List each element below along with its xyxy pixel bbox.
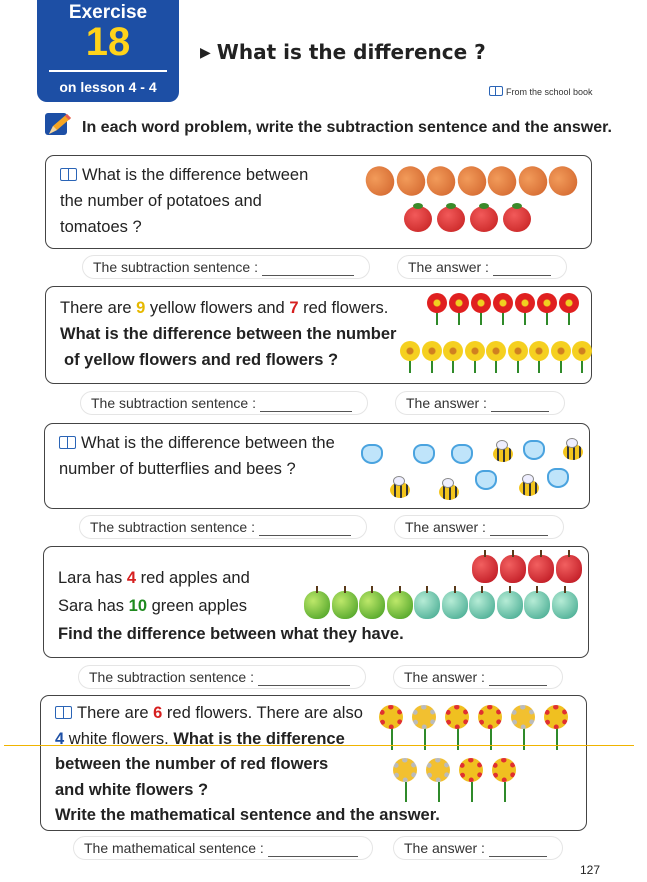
subtraction-sentence-2[interactable] bbox=[80, 391, 368, 415]
problem-4-panel bbox=[43, 546, 589, 658]
answer-label: The answer : bbox=[408, 259, 489, 275]
subtraction-sentence-4[interactable] bbox=[78, 665, 366, 689]
butterfly bbox=[547, 468, 569, 488]
math-label: The mathematical sentence : bbox=[84, 840, 264, 856]
answer-4[interactable] bbox=[393, 665, 563, 689]
green-apple bbox=[304, 591, 330, 619]
book-icon bbox=[59, 436, 76, 449]
yellow-flower bbox=[551, 341, 571, 361]
orange-guide-line bbox=[4, 745, 634, 746]
red-flower bbox=[449, 293, 469, 313]
subtraction-label: The subtraction sentence : bbox=[93, 259, 258, 275]
white-flower-count: 4 bbox=[55, 729, 65, 748]
red-flower-count: 6 bbox=[153, 704, 163, 722]
page-number: 127 bbox=[580, 863, 601, 877]
red-flower bbox=[515, 293, 535, 313]
green-apple bbox=[552, 591, 578, 619]
answer-2[interactable] bbox=[395, 391, 565, 415]
white-flower bbox=[393, 758, 417, 782]
green-apple-count: 10 bbox=[128, 597, 147, 615]
potato bbox=[482, 161, 521, 201]
lesson-label: on lesson 4 - 4 bbox=[59, 79, 157, 95]
white-flower bbox=[511, 705, 535, 729]
flower-stem bbox=[391, 728, 393, 750]
answer-blank[interactable] bbox=[490, 535, 548, 536]
exercise-label: Exercise bbox=[68, 2, 148, 23]
problem-3-line: What is the difference between the bbox=[81, 434, 335, 452]
bee bbox=[390, 482, 410, 498]
answer-1[interactable] bbox=[397, 255, 567, 279]
butterfly bbox=[523, 440, 545, 460]
problem-5-question: between the number of red flowers bbox=[55, 755, 329, 773]
red-flower bbox=[492, 758, 516, 782]
subtraction-sentence-1[interactable] bbox=[82, 255, 370, 279]
answer-blank[interactable] bbox=[489, 856, 547, 857]
red-flower bbox=[478, 705, 502, 729]
red-flower bbox=[493, 293, 513, 313]
problem-5-panel bbox=[40, 695, 587, 831]
school-ref-text: From the school book bbox=[506, 87, 593, 97]
flower-stem bbox=[424, 728, 426, 750]
problem-1-line: tomatoes ? bbox=[60, 218, 142, 236]
subtraction-label: The subtraction sentence : bbox=[90, 519, 255, 535]
problem-1-panel bbox=[45, 155, 592, 249]
subtraction-label: The subtraction sentence : bbox=[91, 395, 256, 411]
problem-5-question: Write the mathematical sentence and the answer. bbox=[55, 806, 440, 824]
subtraction-label: The subtraction sentence : bbox=[89, 669, 254, 685]
answer-label: The answer : bbox=[405, 519, 486, 535]
red-apple bbox=[500, 555, 526, 583]
flower-stem bbox=[504, 782, 506, 802]
butterfly bbox=[361, 444, 383, 464]
problem-4-question: Find the difference between what they have. bbox=[58, 625, 404, 643]
yellow-flower bbox=[486, 341, 506, 361]
flower-stem bbox=[405, 782, 407, 802]
problem-3-line: number of butterflies and bees ? bbox=[59, 460, 296, 478]
white-flower bbox=[426, 758, 450, 782]
subtraction-sentence-3[interactable] bbox=[79, 515, 367, 539]
green-apple bbox=[469, 591, 495, 619]
text-fragment: Sara has bbox=[58, 597, 125, 615]
butterfly bbox=[413, 444, 435, 464]
text-fragment: There are bbox=[77, 704, 149, 722]
pencil-icon bbox=[43, 110, 73, 138]
exercise-badge bbox=[37, 0, 179, 102]
red-apple bbox=[472, 555, 498, 583]
butterfly bbox=[451, 444, 473, 464]
problem-3-text bbox=[59, 430, 335, 482]
answer-blank[interactable] bbox=[491, 411, 549, 412]
problem-2-text bbox=[60, 295, 396, 373]
text-fragment: white flowers. bbox=[68, 729, 169, 748]
tomato bbox=[503, 206, 531, 232]
problem-2-question: What is the difference between the number bbox=[60, 325, 397, 343]
problem-2-panel bbox=[45, 286, 592, 384]
yellow-flower bbox=[400, 341, 420, 361]
book-icon bbox=[60, 168, 77, 181]
text-fragment: green apples bbox=[151, 597, 248, 615]
flower-stem bbox=[523, 728, 525, 750]
green-apple bbox=[387, 591, 413, 619]
bee bbox=[439, 484, 459, 500]
green-apple bbox=[414, 591, 440, 619]
answer-blank[interactable] bbox=[260, 411, 352, 412]
answer-label: The answer : bbox=[404, 840, 485, 856]
yellow-flower bbox=[572, 341, 592, 361]
tomato bbox=[470, 206, 498, 232]
badge-divider bbox=[49, 70, 167, 72]
potato bbox=[543, 161, 582, 201]
red-flower bbox=[544, 705, 568, 729]
yellow-flower bbox=[508, 341, 528, 361]
instruction-text: In each word problem, write the subtraction sentence and the answer. bbox=[82, 119, 612, 136]
problem-2-question: of yellow flowers and red flowers ? bbox=[64, 351, 339, 369]
problem-1-line: What is the difference between bbox=[82, 166, 309, 184]
text-fragment: red flowers. bbox=[303, 299, 389, 317]
problem-3-panel bbox=[44, 423, 590, 509]
answer-3[interactable] bbox=[394, 515, 564, 539]
green-apple bbox=[359, 591, 385, 619]
green-apple bbox=[442, 591, 468, 619]
red-count: 7 bbox=[289, 299, 299, 317]
green-apple bbox=[332, 591, 358, 619]
answer-blank[interactable] bbox=[258, 685, 350, 686]
green-apple bbox=[497, 591, 523, 619]
answer-blank[interactable] bbox=[493, 275, 551, 276]
text-fragment: Lara has bbox=[58, 569, 123, 587]
play-triangle-icon: ▶ bbox=[200, 45, 211, 61]
answer-blank[interactable] bbox=[489, 685, 547, 686]
red-flower bbox=[471, 293, 491, 313]
problem-1-text bbox=[60, 162, 308, 240]
red-flower bbox=[427, 293, 447, 313]
text-fragment: There are bbox=[60, 299, 132, 317]
problem-1-line: the number of potatoes and bbox=[60, 192, 262, 210]
yellow-count: 9 bbox=[136, 299, 146, 317]
bee bbox=[493, 446, 513, 462]
white-flower bbox=[412, 705, 436, 729]
text-fragment: yellow flowers and bbox=[149, 299, 285, 317]
answer-5[interactable] bbox=[393, 836, 563, 860]
flower-stem bbox=[490, 728, 492, 750]
mathematical-sentence-5[interactable] bbox=[73, 836, 373, 860]
red-apple bbox=[556, 555, 582, 583]
flower-stem bbox=[457, 728, 459, 750]
text-fragment: red apples and bbox=[140, 569, 250, 587]
red-flower bbox=[559, 293, 579, 313]
flower-stem bbox=[556, 728, 558, 750]
book-icon bbox=[55, 706, 72, 719]
green-apple bbox=[524, 591, 550, 619]
page-title-text: What is the difference ? bbox=[216, 40, 486, 64]
red-apple bbox=[528, 555, 554, 583]
red-flower bbox=[459, 758, 483, 782]
potato bbox=[513, 161, 552, 201]
yellow-flower bbox=[529, 341, 549, 361]
flower-stem bbox=[438, 782, 440, 802]
red-flower bbox=[537, 293, 557, 313]
potato bbox=[452, 161, 491, 201]
answer-blank[interactable] bbox=[259, 535, 351, 536]
flower-stem bbox=[471, 782, 473, 802]
potato bbox=[421, 161, 460, 201]
problem-5-question: What is the difference bbox=[173, 729, 345, 748]
red-flower bbox=[445, 705, 469, 729]
text-fragment: red flowers. There are also bbox=[166, 704, 363, 722]
answer-blank[interactable] bbox=[262, 275, 354, 276]
bee bbox=[519, 480, 539, 496]
butterfly bbox=[475, 470, 497, 490]
bee bbox=[563, 444, 583, 460]
answer-label: The answer : bbox=[406, 395, 487, 411]
yellow-flower bbox=[422, 341, 442, 361]
answer-blank[interactable] bbox=[268, 856, 358, 857]
tomato bbox=[437, 206, 465, 232]
potato bbox=[360, 161, 399, 201]
red-apple-count: 4 bbox=[126, 569, 136, 587]
answer-label: The answer : bbox=[404, 669, 485, 685]
problem-5-question: and white flowers ? bbox=[55, 780, 209, 799]
tomato bbox=[404, 206, 432, 232]
yellow-flower bbox=[465, 341, 485, 361]
school-book-reference bbox=[489, 86, 593, 97]
red-flower bbox=[379, 705, 403, 729]
exercise-number: 18 bbox=[85, 20, 131, 64]
potato bbox=[391, 161, 430, 201]
page-title bbox=[200, 40, 486, 64]
book-icon bbox=[489, 86, 503, 96]
yellow-flower bbox=[443, 341, 463, 361]
